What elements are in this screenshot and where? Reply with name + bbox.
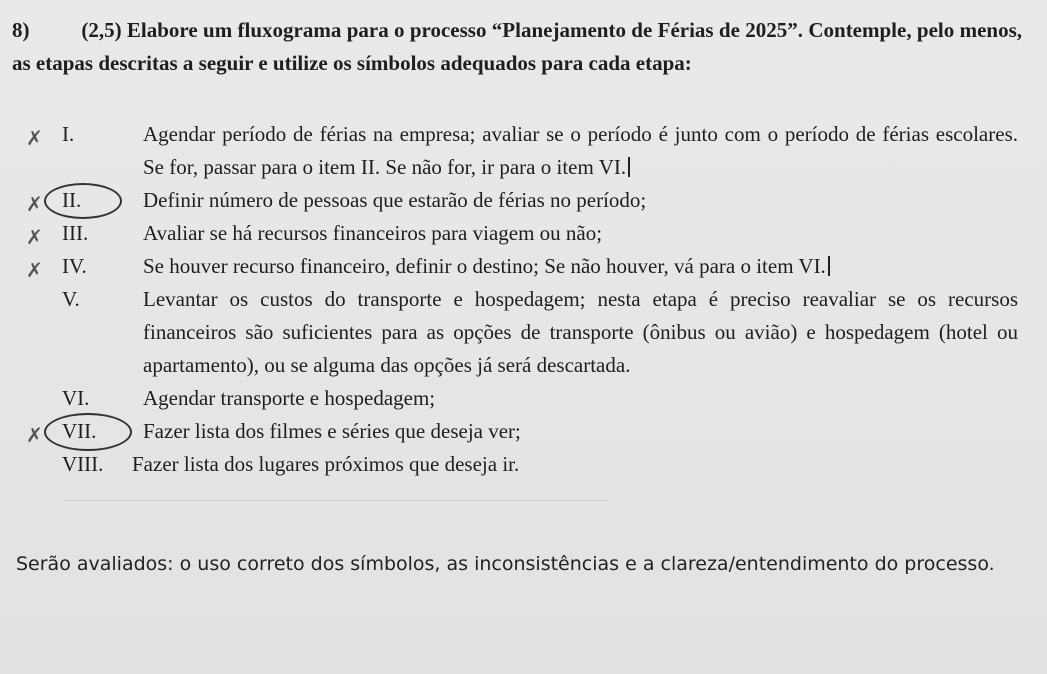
cursor-mark bbox=[628, 157, 630, 177]
item-numeral: IV. bbox=[62, 254, 87, 278]
item-numeral: III. bbox=[62, 221, 89, 245]
item-list bbox=[0, 118, 1047, 481]
cursor-mark bbox=[828, 256, 830, 276]
evaluation-note: Serão avaliados: o uso correto dos símbolos, as inconsistências e a clareza/entendimento do processo. bbox=[16, 553, 995, 575]
list-item bbox=[0, 448, 1047, 481]
divider bbox=[64, 500, 609, 501]
question-number: 8) bbox=[12, 18, 30, 42]
handwritten-x-mark: ✗ bbox=[26, 423, 43, 447]
handwritten-x-mark: ✗ bbox=[26, 258, 43, 282]
item-numeral: II. bbox=[62, 188, 82, 212]
item-text: Fazer lista dos lugares próximos que deseja ir. bbox=[132, 452, 520, 476]
item-text: Levantar os custos do transporte e hospedagem; nesta etapa é preciso reavaliar se os recursos financeiros são suficientes para as opções de transporte (ônibus ou avião) e hospedagem (hotel ou apartamento), ou se alguma das opções já será descartada. bbox=[143, 287, 1018, 377]
handwritten-x-mark: ✗ bbox=[26, 192, 43, 216]
item-numeral: VII. bbox=[62, 419, 97, 443]
list-item bbox=[0, 250, 1047, 283]
item-text: Agendar período de férias na empresa; avaliar se o período é junto com o período de férias escolares. Se for, passar para o item II. Se não for, ir para o item VI. bbox=[143, 122, 1018, 179]
list-item bbox=[0, 217, 1047, 250]
list-item bbox=[0, 283, 1047, 382]
item-text: Se houver recurso financeiro, definir o destino; Se não houver, vá para o item VI. bbox=[143, 250, 1018, 283]
list-item bbox=[0, 382, 1047, 415]
handwritten-x-mark: ✗ bbox=[26, 225, 43, 249]
item-text: Agendar transporte e hospedagem; bbox=[143, 386, 436, 410]
item-numeral: VI. bbox=[62, 386, 90, 410]
question-header bbox=[12, 14, 1022, 80]
list-item bbox=[0, 118, 1047, 184]
item-numeral: V. bbox=[62, 287, 80, 311]
list-item bbox=[0, 184, 1047, 217]
item-numeral: VIII. bbox=[62, 452, 104, 476]
item-text: Definir número de pessoas que estarão de férias no período; bbox=[143, 188, 647, 212]
question-text: (2,5) Elabore um fluxograma para o processo “Planejamento de Férias de 2025”. Contemple, pelo menos, as etapas descritas a seguir e utilize os símbolos adequados para cada etapa: bbox=[12, 18, 1022, 75]
item-text: Fazer lista dos filmes e séries que deseja ver; bbox=[143, 419, 521, 443]
handwritten-x-mark: ✗ bbox=[26, 126, 43, 150]
item-text: Avaliar se há recursos financeiros para viagem ou não; bbox=[143, 221, 603, 245]
list-item bbox=[0, 415, 1047, 448]
item-numeral: I. bbox=[62, 122, 75, 146]
